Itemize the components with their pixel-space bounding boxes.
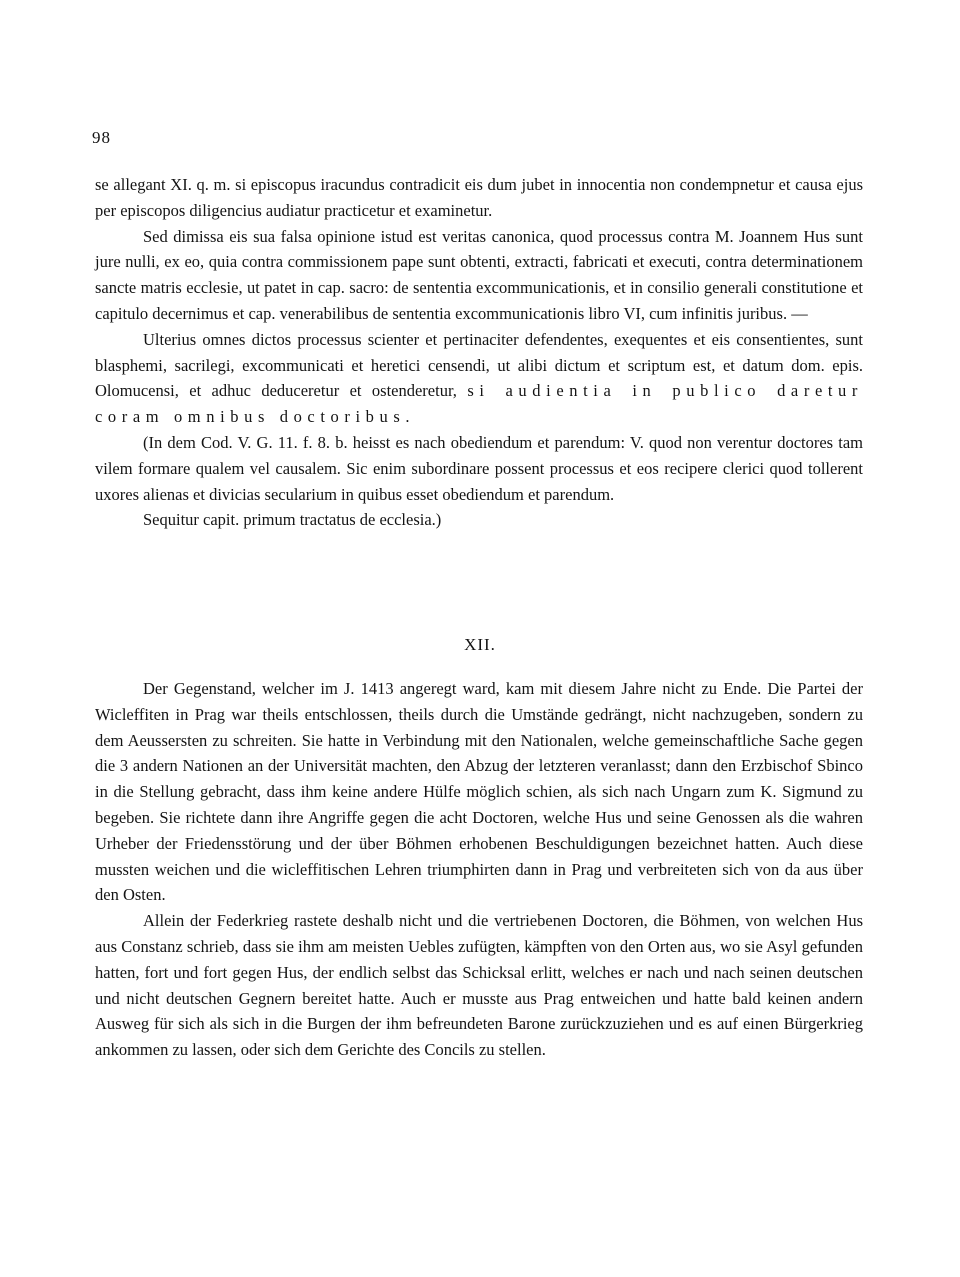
paragraph: Der Gegenstand, welcher im J. 1413 angeregt ward, kam mit diesem Jahre nicht zu Ende. Die Partei der Wicleffiten in Prag war theils entschlossen, theils durch die Umstände gedrängt, nicht nachzugeben, sondern zu dem Aeussersten zu schreiten. Sie hatte in Verbindung mit den Nationalen, welche gemeinschaftliche Sache gegen die 3 andern Nationen an der Universität machten, den Abzug der letzteren veranlasst; dann den Erzbischof Sbinco in die Stellung gebracht, dass ihm keine andere Hülfe möglich schien, als sich nach Ungarn zum K. Sigmund zu begeben. Sie richtete dann ihre Angriffe gegen die acht Doctoren, welche Hus und seine Genossen als die wahren Urheber der Friedensstörung und der über Böhmen erhobenen Beschuldigungen bezeichnet hatten. Auch diese mussten weichen und die wicleffitischen Lehren triumphirten dann in Prag und verbreiteten sich von da aus über den Osten. [95,679,863,905]
paragraph: Sed dimissa eis sua falsa opinione istud est veritas canonica, quod processus contra M. Joannem Hus sunt jure nulli, ex eo, quia contra commissionem pape sunt obtenti, extracti, fabricati et executi, contra determinationem sancte matris ecclesie, ut patet in cap. sacro: de sententia excommunicationis, et in consilio generali constitutione et capitulo decernimus et cap. venerabilibus de sententia excommunicationis libro VI, cum infinitis juribus. — [95,226,863,323]
paragraph: se allegant XI. q. m. si episcopus iracundus contradicit eis dum jubet in innocentia non condempnetur et causa ejus per episcopos diligencius audiatur practicetur et examinetur. [95,175,863,220]
section-heading: XII. [464,635,496,654]
paragraph: (In dem Cod. V. G. 11. f. 8. b. heisst es nach obediendum et parendum: V. quod non verentur doctores tam vilem formare qualem vel causalem. Sic enim subordinare possent processus et eos recipere clerici quod tollerent uxores alienas et divicias secularium in quibus esset obediendum et parendum. [95,432,863,504]
latin-text-block [95,172,863,533]
page-number: 98 [92,128,111,147]
paragraph [95,327,863,430]
german-text-block [95,676,863,1063]
paragraph-text: Ulterius omnes dictos processus scienter et pertinaciter defendentes, exequentes et eis consentientes, sunt blasphemi, sacrilegi, excommunicati et heretici censendi, ut alibi dictum et scriptum est, et datum dom. epis. Olomucensi, et adhuc deduceretur et ostenderetur, [95,329,863,401]
spaced-emphasis-text: si audientia in publico daretur coram omnibus doctoribus. [95,381,863,427]
paragraph: Allein der Federkrieg rastete deshalb nicht und die vertriebenen Doctoren, die Böhmen, von welchen Hus aus Constanz schrieb, dass sie ihm am meisten Uebles zufügten, kämpften von den Orten aus, wo sie Asyl gefunden hatten, fort und fort gegen Hus, der endlich selbst das Schicksal erlitt, welches er nach und nach seinen deutschen und nicht deutschen Gegnern bereitet hatte. Auch er musste aus Prag entweichen und hatte bald keinen andern Ausweg für sich als sich in die Burgen der ihm befreundeten Barone zurückzuziehen und es auf einen Bürgerkrieg ankommen zu lassen, oder sich dem Gerichte des Concils zu stellen. [95,911,863,1060]
paragraph: Sequitur capit. primum tractatus de ecclesia.) [143,510,442,530]
